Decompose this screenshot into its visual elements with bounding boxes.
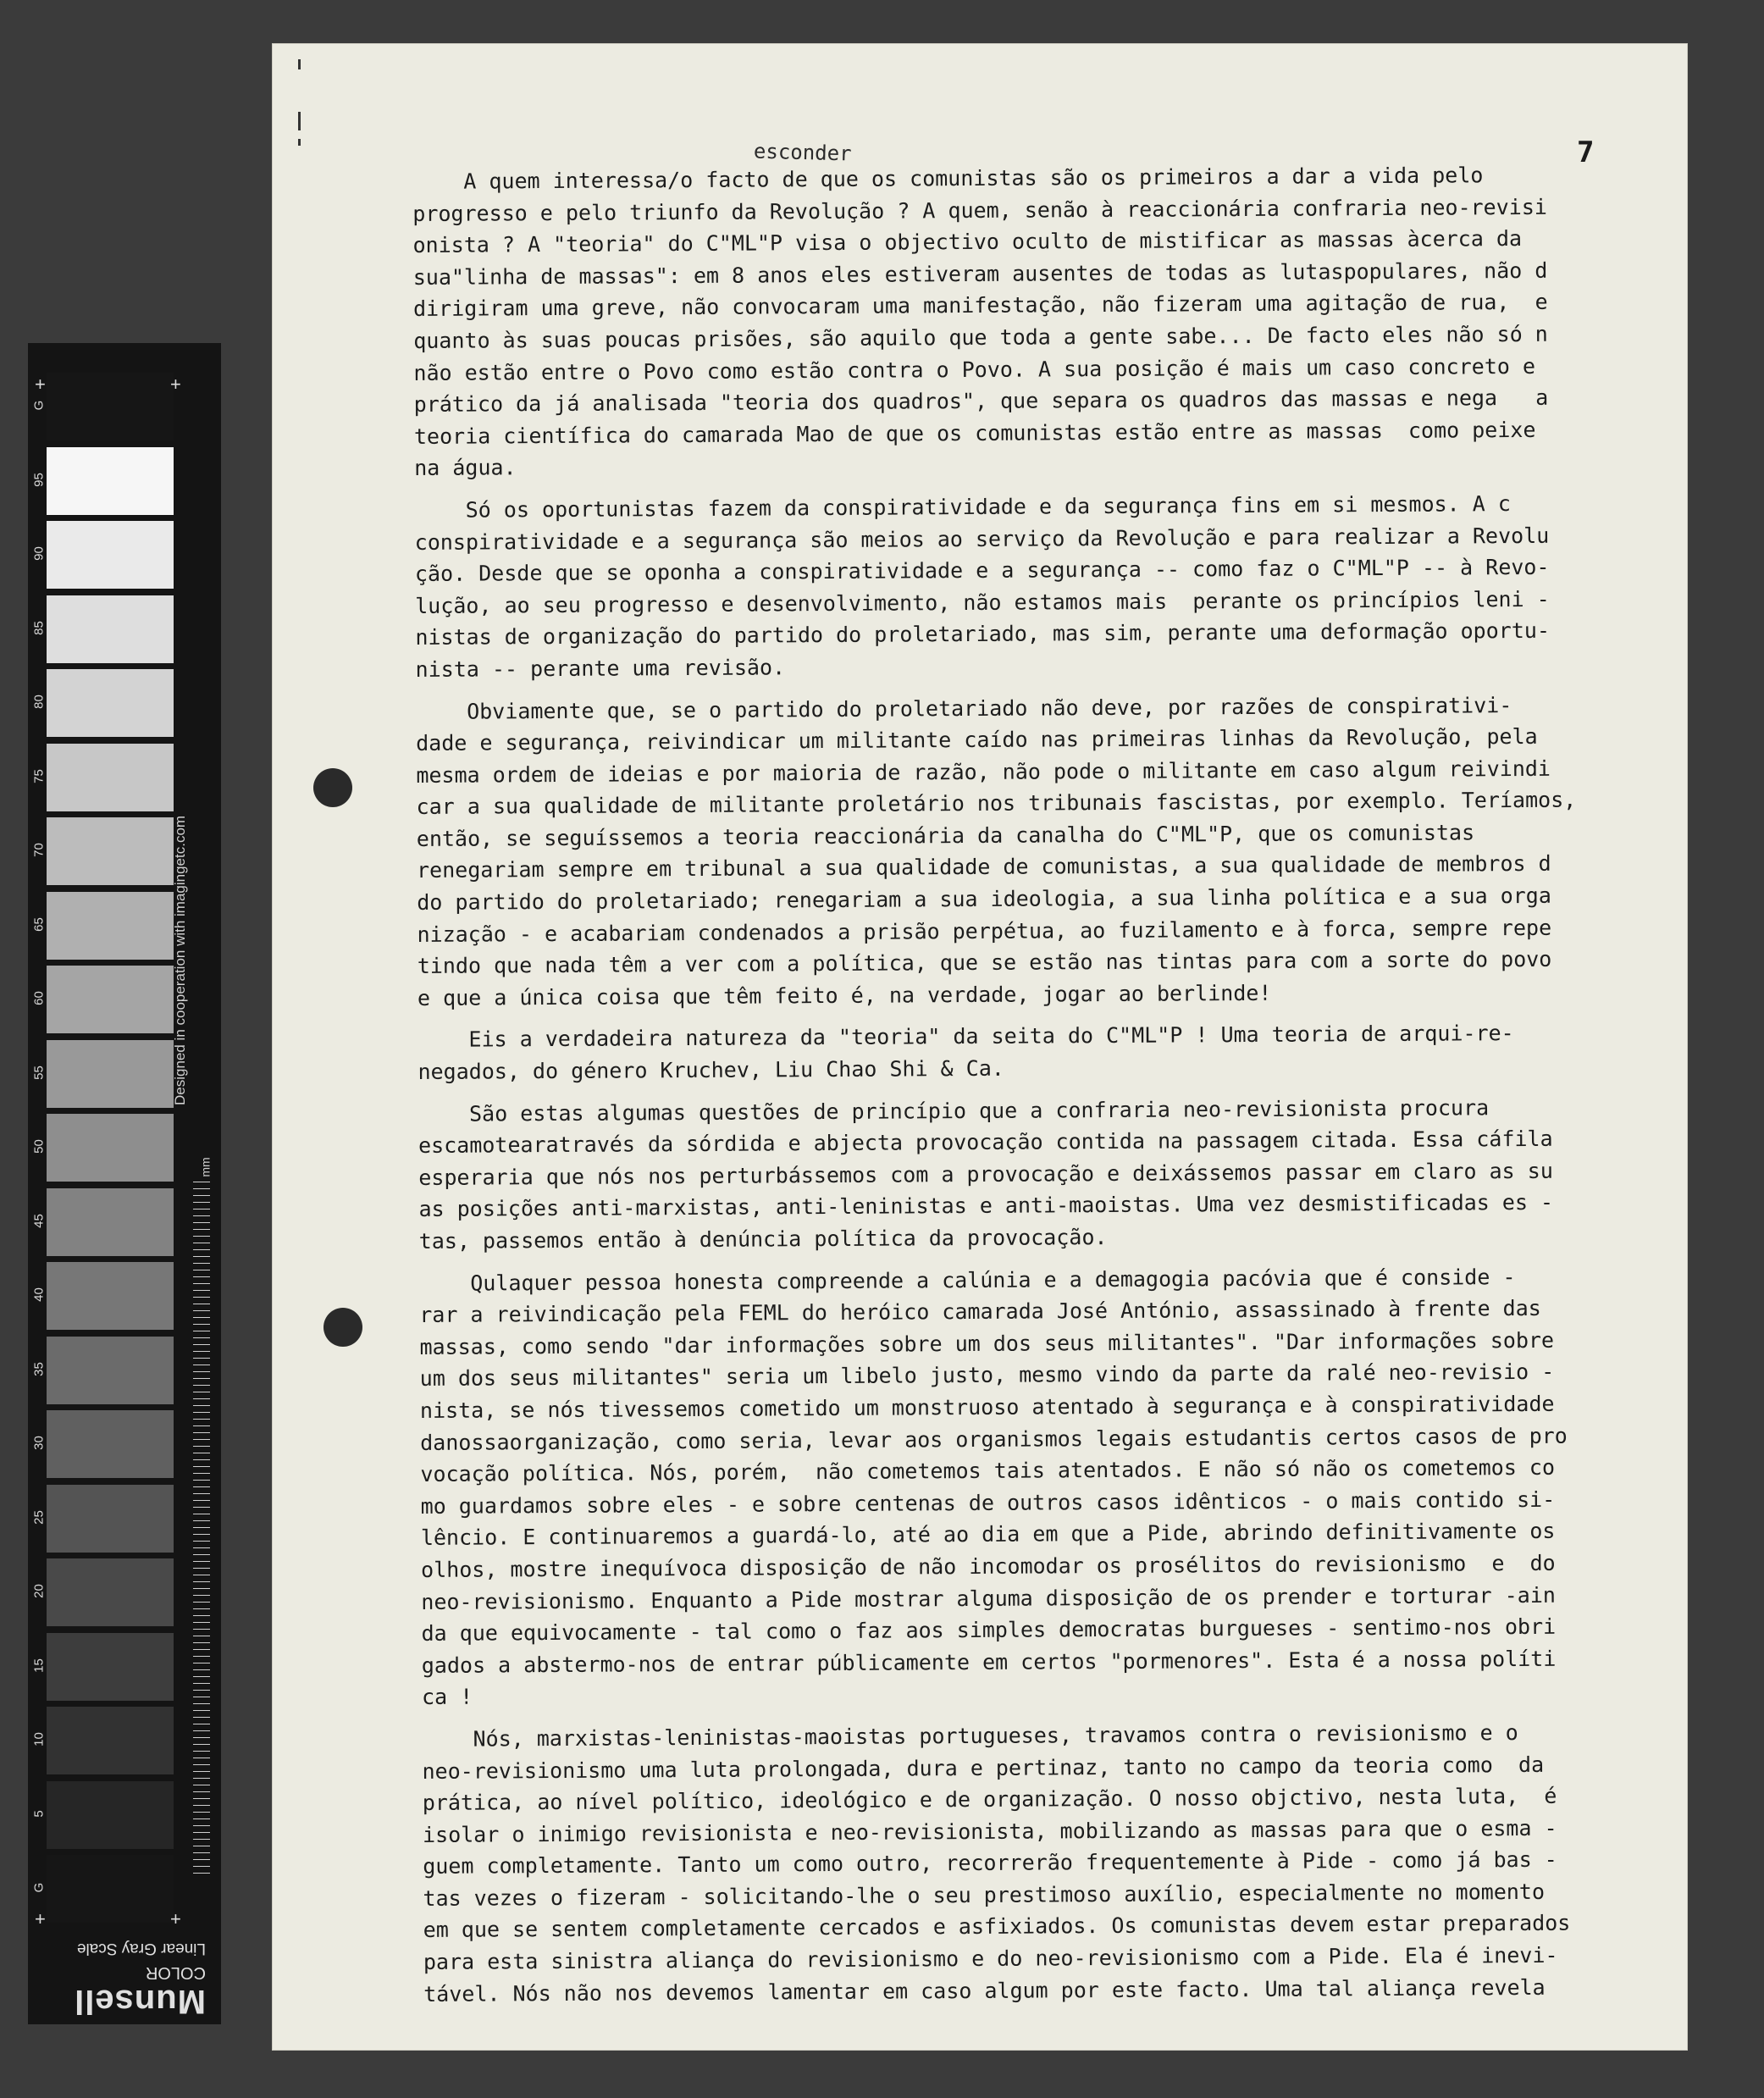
punch-hole xyxy=(313,768,352,807)
gray-patch-label: 10 xyxy=(31,1732,47,1746)
text-line: esperaria que nós nos perturbássemos com a provocação e deixássemos passar em claro as su xyxy=(418,1158,1553,1190)
text-line: neo-revisionismo uma luta prolongada, dura e pertinaz, tanto no campo da teoria como da xyxy=(422,1752,1545,1784)
handwritten-insertion: esconder xyxy=(753,139,852,166)
text-line: lêncio. E continuaremos a guardá-lo, até ao dia em que a Pide, abrindo definitivamente os xyxy=(420,1519,1556,1551)
text-line: um dos seus militantes" seria um libelo justo, mesmo vindo da parte da ralé neo-revisio - xyxy=(419,1359,1555,1392)
gray-patch-label: G xyxy=(31,400,47,411)
text-line: rar a reivindicação pela FEML do heróico camarada José António, assassinado à frente das xyxy=(419,1296,1541,1328)
gray-patch xyxy=(47,373,174,440)
text-line: renegariam sempre em tribunal a sua qualidade de comunistas, a sua qualidade de membros d xyxy=(416,851,1551,883)
text-line: lução, ao seu progresso e desenvolvimento, não estamos mais perante os princípios leni - xyxy=(415,586,1550,618)
gray-patch xyxy=(47,1410,174,1478)
text-line: quanto às suas poucas prisões, são aquilo que toda a gente sabe... De facto eles não só n xyxy=(413,321,1548,353)
text-line: teoria científica do camarada Mao de que os comunistas estão entre as massas como peixe xyxy=(413,417,1536,449)
margin-mark xyxy=(298,59,301,69)
text-line: sua"linha de massas": em 8 anos eles estiveram ausentes de todas as lutaspopulares, não d xyxy=(412,257,1548,290)
text-line: São estas algumas questões de princípio que a confraria neo-revisionista procura xyxy=(417,1094,1490,1126)
gray-patch-label: 20 xyxy=(31,1584,47,1598)
gray-patch-label: 95 xyxy=(31,472,47,487)
gray-patch xyxy=(47,447,174,515)
text-line: olhos, mostre inequívoca disposição de não incomodar os prosélitos do revisionismo e do xyxy=(421,1550,1556,1582)
gray-patch xyxy=(47,892,174,960)
text-line: em que se sentem completamente cercados e asfixiados. Os comunistas devem estar preparados xyxy=(423,1911,1571,1943)
text-line: as posições anti-marxistas, anti-leninistas e anti-maoistas. Uma vez desmistificadas es - xyxy=(418,1190,1554,1222)
text-line: A quem interessa/o facto de que os comunistas são os primeiros a dar a vida pelo xyxy=(412,163,1484,194)
text-line: guem completamente. Tanto um como outro, recorrerão frequentemente à Pide - como já bas - xyxy=(423,1847,1557,1879)
page-number: 7 xyxy=(1577,136,1595,169)
text-line: Só os oportunistas fazem da conspiratividade e da segurança fins em si mesmos. A c xyxy=(414,491,1511,523)
mm-ruler xyxy=(193,1182,210,1876)
text-line: massas, como sendo "dar informações sobre um dos seus militantes". "Dar informações sobre xyxy=(419,1327,1555,1359)
text-line: dade e segurança, reivindicar um militante caído nas primeiras linhas da Revolução, pela xyxy=(416,723,1538,756)
text-line: vocação política. Nós, porém, não cometemos tais atentados. E não só não os cometemos co xyxy=(420,1454,1556,1487)
text-line: negados, do género Kruchev, Liu Chao Shi & Ca. xyxy=(417,1055,1004,1085)
gray-patch xyxy=(47,669,174,737)
gray-patch xyxy=(47,1485,174,1553)
gray-patch-label: 50 xyxy=(31,1139,47,1154)
text-line: dirigiram uma greve, não convocaram uma manifestação, não fizeram uma agitação de rua, e xyxy=(412,290,1548,322)
text-line: tindo que nada têm a ver com a política, que se estão nas tintas para com a sorte do povo xyxy=(417,947,1552,979)
text-line: ção. Desde que se oponha a conspiratividade e a segurança -- como faz o C"ML"P -- à Revo- xyxy=(414,554,1550,587)
gray-patch xyxy=(47,595,174,663)
text-line: para esta sinistra aliança do revisionismo e do neo-revisionismo com a Pide. Ela é inevi- xyxy=(423,1942,1558,1975)
text-line: ca ! xyxy=(421,1684,473,1710)
brand-logo-text: Munsell xyxy=(74,1983,206,2020)
text-line: tas, passemos então à denúncia política da provocação. xyxy=(418,1225,1108,1254)
typewritten-page xyxy=(273,44,1687,2050)
gray-patch-label: 85 xyxy=(31,620,47,635)
text-line: conspiratividade e a segurança são meios ao serviço da Revolução e para realizar a Revolu xyxy=(414,523,1550,555)
gray-patch-label: 90 xyxy=(31,546,47,561)
gray-patch xyxy=(47,1262,174,1330)
text-line: então, se seguíssemos a teoria reaccionária da canalha do C"ML"P, que os comunistas xyxy=(416,820,1475,851)
gray-patch-label: 5 xyxy=(31,1809,47,1818)
text-line: Obviamente que, se o partido do proletariado não deve, por razões de conspirativi- xyxy=(415,692,1512,724)
gray-patch-label: 30 xyxy=(31,1436,47,1450)
text-line: tas vezes o fizeram - solicitando-lhe o seu prestimoso auxílio, especialmente no momento xyxy=(423,1879,1546,1911)
gray-patch-label: 75 xyxy=(31,768,47,783)
gray-patch xyxy=(47,521,174,589)
text-line: onista ? A "teoria" do C"ML"P visa o objectivo oculto de mistificar as massas àcerca da xyxy=(412,226,1523,258)
paragraph xyxy=(419,1260,1633,1713)
text-line: nistas de organização do partido do proletariado, mas sim, perante uma deformação oportu- xyxy=(415,618,1551,650)
gray-patch xyxy=(47,1707,174,1774)
gray-patch xyxy=(47,1855,174,1923)
gray-patch xyxy=(47,1040,174,1108)
scale-branding xyxy=(45,1935,206,2020)
text-line: progresso e pelo triunfo da Revolução ? A quem, senão à reaccionária confraria neo-revisi xyxy=(412,194,1547,226)
gray-patch-label: 60 xyxy=(31,991,47,1005)
paragraph xyxy=(417,1017,1629,1088)
ruler-unit-label: mm xyxy=(198,1157,213,1177)
text-line: Eis a verdadeira natureza da "teoria" da seita do C"ML"P ! Uma teoria de arqui-re- xyxy=(417,1021,1514,1053)
text-line: mesma ordem de ideias e por maioria de razão, não pode o militante em caso algum reivindi xyxy=(416,756,1551,788)
document-body xyxy=(412,158,1634,2020)
gray-patch xyxy=(47,1781,174,1849)
text-line: Nós, marxistas-leninistas-maoistas portugueses, travamos contra o revisionismo e o xyxy=(422,1719,1518,1752)
text-line: mo guardamos sobre eles - e sobre centenas de outros casos idênticos - o mais contido si- xyxy=(420,1486,1556,1519)
gray-patch-label: 55 xyxy=(31,1065,47,1080)
text-line: da que equivocamente - tal como o faz aos simples democratas burgueses - sentimo-nos obri xyxy=(421,1614,1557,1647)
gray-patch xyxy=(47,1558,174,1626)
text-line: neo-revisionismo. Enquanto a Pide mostrar alguma disposição de os prender e torturar -ain xyxy=(421,1582,1556,1614)
text-line: e que a única coisa que têm feito é, na verdade, jogar ao berlinde! xyxy=(417,980,1272,1010)
gray-patch-label: 70 xyxy=(31,843,47,857)
punch-hole xyxy=(323,1308,362,1347)
gray-patch xyxy=(47,1337,174,1404)
text-line: não estão entre o Povo como estão contra o Povo. A sua posição é mais um caso concreto e xyxy=(413,353,1536,385)
registration-plus: + xyxy=(170,374,181,395)
margin-mark xyxy=(298,112,301,130)
gray-patch xyxy=(47,817,174,885)
paragraph xyxy=(414,487,1626,685)
text-line: isolar o inimigo revisionista e neo-revisionista, mobilizando as massas para que o esma - xyxy=(422,1815,1557,1847)
gray-patch-label: 40 xyxy=(31,1287,47,1302)
gray-patch xyxy=(47,744,174,811)
text-line: nista, se nós tivessemos cometido um monstruoso atentado à segurança e à conspiratividade xyxy=(419,1391,1555,1423)
gray-scale-card xyxy=(28,343,221,2024)
paragraph xyxy=(412,158,1625,484)
text-line: prático da já analisada "teoria dos quadros", que separa os quadros das massas e nega a xyxy=(413,385,1549,418)
text-line: do partido do proletariado; renegariam a sua ideologia, a sua linha política e a sua orga xyxy=(417,883,1551,916)
registration-plus: + xyxy=(35,1908,46,1929)
gray-patch-label: 45 xyxy=(31,1213,47,1228)
paragraph xyxy=(418,1091,1630,1258)
gray-patch xyxy=(47,1114,174,1182)
text-line: prática, ao nível político, ideológico e de organização. O nosso objctivo, nesta luta, é xyxy=(422,1783,1557,1816)
margin-mark xyxy=(298,139,301,146)
text-line: tável. Nós não nos devemos lamentar em caso algum por este facto. Uma tal aliança revela xyxy=(423,1974,1546,2007)
text-line: danossaorganização, como seria, levar aos organismos legais estudantis certos casos de pro xyxy=(420,1423,1568,1455)
gray-patch xyxy=(47,966,174,1033)
gray-patch-label: 25 xyxy=(31,1509,47,1525)
text-line: gados a abstermo-nos de entrar públicamente em certos "pormenores". Esta é a nossa políti xyxy=(421,1646,1557,1678)
gray-patch-label: 65 xyxy=(31,916,47,932)
scale-name: Linear Gray Scale xyxy=(76,1940,206,1957)
gray-patch-label: 35 xyxy=(31,1361,47,1376)
scale-credit: Designed in cooperation with imagingetc.com xyxy=(172,815,188,1105)
text-line: na água. xyxy=(414,455,517,481)
text-line: nização - e acabariam condenados a prisão perpétua, ao fuzilamento e à forca, sempre repe xyxy=(417,915,1552,947)
registration-plus: + xyxy=(35,374,46,395)
gray-patch-label: G xyxy=(31,1882,47,1893)
text-line: nista -- perante uma revisão. xyxy=(415,655,786,682)
paragraph xyxy=(416,689,1629,1015)
registration-plus: + xyxy=(170,1908,181,1929)
gray-patch-label: 15 xyxy=(31,1658,47,1673)
text-line: car a sua qualidade de militante proletário nos tribunais fascistas, por exemplo. Teríamos, xyxy=(416,787,1577,820)
gray-patch xyxy=(47,1633,174,1701)
paragraph xyxy=(422,1716,1634,2010)
text-line: escamotearatravés da sórdida e abjecta provocação contida na passagem citada. Essa cáfila xyxy=(417,1126,1553,1159)
gray-patch xyxy=(47,1188,174,1256)
gray-patch-label: 80 xyxy=(31,695,47,709)
brand-sub-text: COLOR xyxy=(145,1963,206,1982)
text-line: Qulaquer pessoa honesta compreende a calúnia e a demagogia pacóvia que é conside - xyxy=(418,1264,1516,1296)
